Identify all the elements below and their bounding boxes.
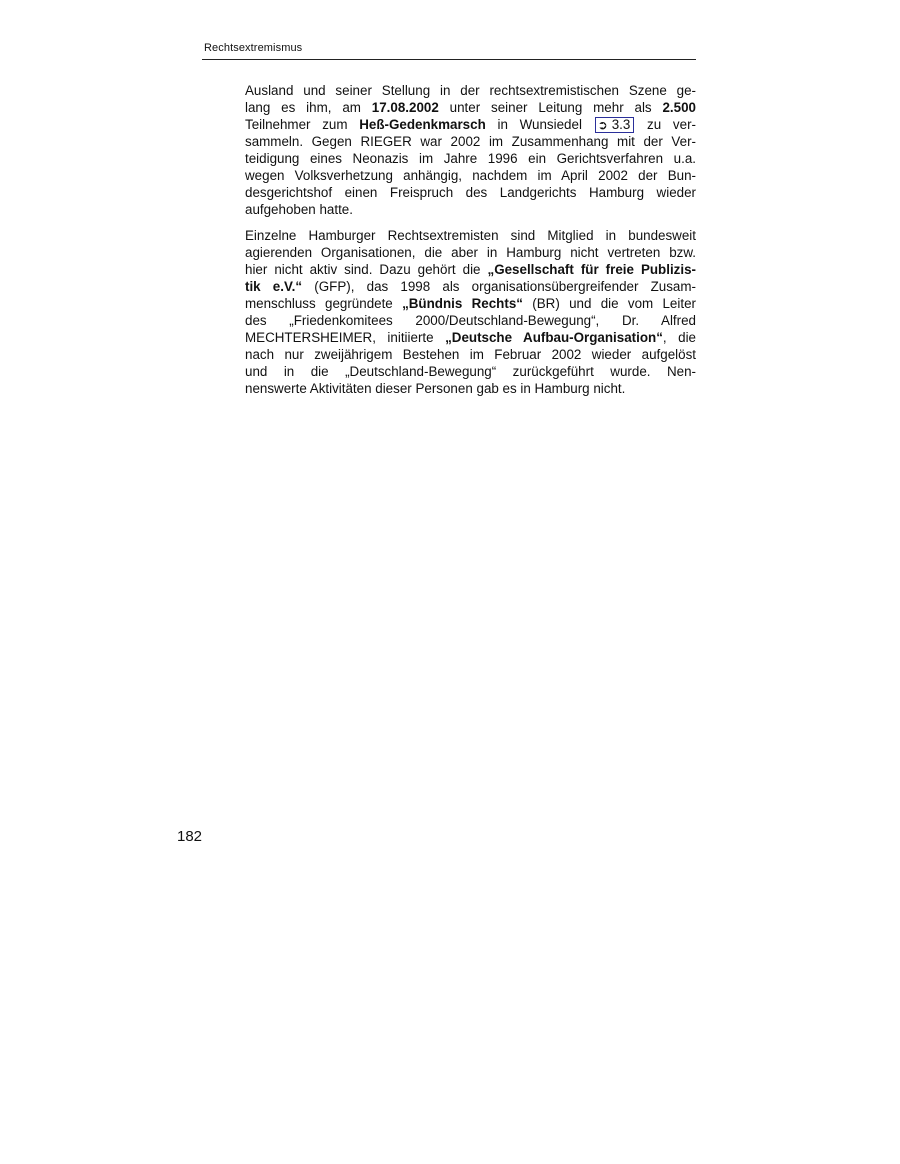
text-line: nach nur zweijährigem Bestehen im Februar 2002 wieder aufgelöst bbox=[245, 347, 696, 362]
event-name: Heß-Gedenkmarsch bbox=[359, 117, 486, 132]
text-line: aufgehoben hatte. bbox=[245, 202, 353, 217]
text-line: Einzelne Hamburger Rechtsextremisten sind Mitglied in bundesweit bbox=[245, 228, 696, 243]
text-line: nenswerte Aktivitäten dieser Personen gab es in Hamburg nicht. bbox=[245, 381, 626, 396]
text-line: hier nicht aktiv sind. Dazu gehört die „Gesellschaft für freie Publizis- bbox=[245, 262, 697, 277]
participant-count: 2.500 bbox=[662, 100, 696, 115]
paragraph-2 bbox=[245, 227, 696, 397]
organization-name: „Deutsche Aufbau-Organisation“ bbox=[445, 330, 663, 345]
running-header bbox=[202, 41, 696, 60]
organization-name: tik e.V.“ bbox=[245, 279, 303, 294]
body-text bbox=[245, 82, 696, 397]
text-line: desgerichtshof einen Freispruch des Landgerichts Hamburg wieder bbox=[245, 185, 696, 200]
text-line: Ausland und seiner Stellung in der rechtsextremistischen Szene ge- bbox=[245, 83, 696, 98]
text-line: tik e.V.“ (GFP), das 1998 als organisationsübergreifender Zusam- bbox=[245, 279, 696, 294]
paragraph-1 bbox=[245, 82, 696, 218]
organization-name: „Gesellschaft für freie Publizis- bbox=[487, 262, 697, 277]
text-line: MECHTERSHEIMER, initiierte „Deutsche Aufbau-Organisation“, die bbox=[245, 330, 696, 345]
text-line: lang es ihm, am 17.08.2002 unter seiner Leitung mehr als 2.500 bbox=[245, 100, 696, 115]
text-line: und in die „Deutschland-Bewegung“ zurückgeführt wurde. Nen- bbox=[245, 364, 696, 379]
page-number: 182 bbox=[177, 828, 203, 845]
cross-reference-label: 3.3 bbox=[611, 117, 631, 132]
text-line: teidigung eines Neonazis im Jahre 1996 ein Gerichtsverfahren u.a. bbox=[245, 151, 696, 166]
text-line: Teilnehmer zum Heß-Gedenkmarsch in Wunsiedel ➲ 3.3 zu ver- bbox=[245, 117, 696, 132]
cross-reference-link[interactable] bbox=[595, 117, 635, 133]
text-line: menschluss gegründete „Bündnis Rechts“ (BR) und die vom Leiter bbox=[245, 296, 696, 311]
date-highlight: 17.08.2002 bbox=[371, 100, 439, 115]
organization-name: „Bündnis Rechts“ bbox=[402, 296, 523, 311]
text-line: sammeln. Gegen RIEGER war 2002 im Zusammenhang mit der Ver- bbox=[245, 134, 696, 149]
running-header-title: Rechtsextremismus bbox=[204, 42, 303, 54]
text-line: des „Friedenkomitees 2000/Deutschland-Bewegung“, Dr. Alfred bbox=[245, 313, 696, 328]
text-line: wegen Volksverhetzung anhängig, nachdem im April 2002 der Bun- bbox=[245, 168, 696, 183]
arrow-right-icon: ➲ bbox=[597, 118, 608, 132]
text-line: agierenden Organisationen, die aber in Hamburg nicht vertreten bzw. bbox=[245, 245, 696, 260]
